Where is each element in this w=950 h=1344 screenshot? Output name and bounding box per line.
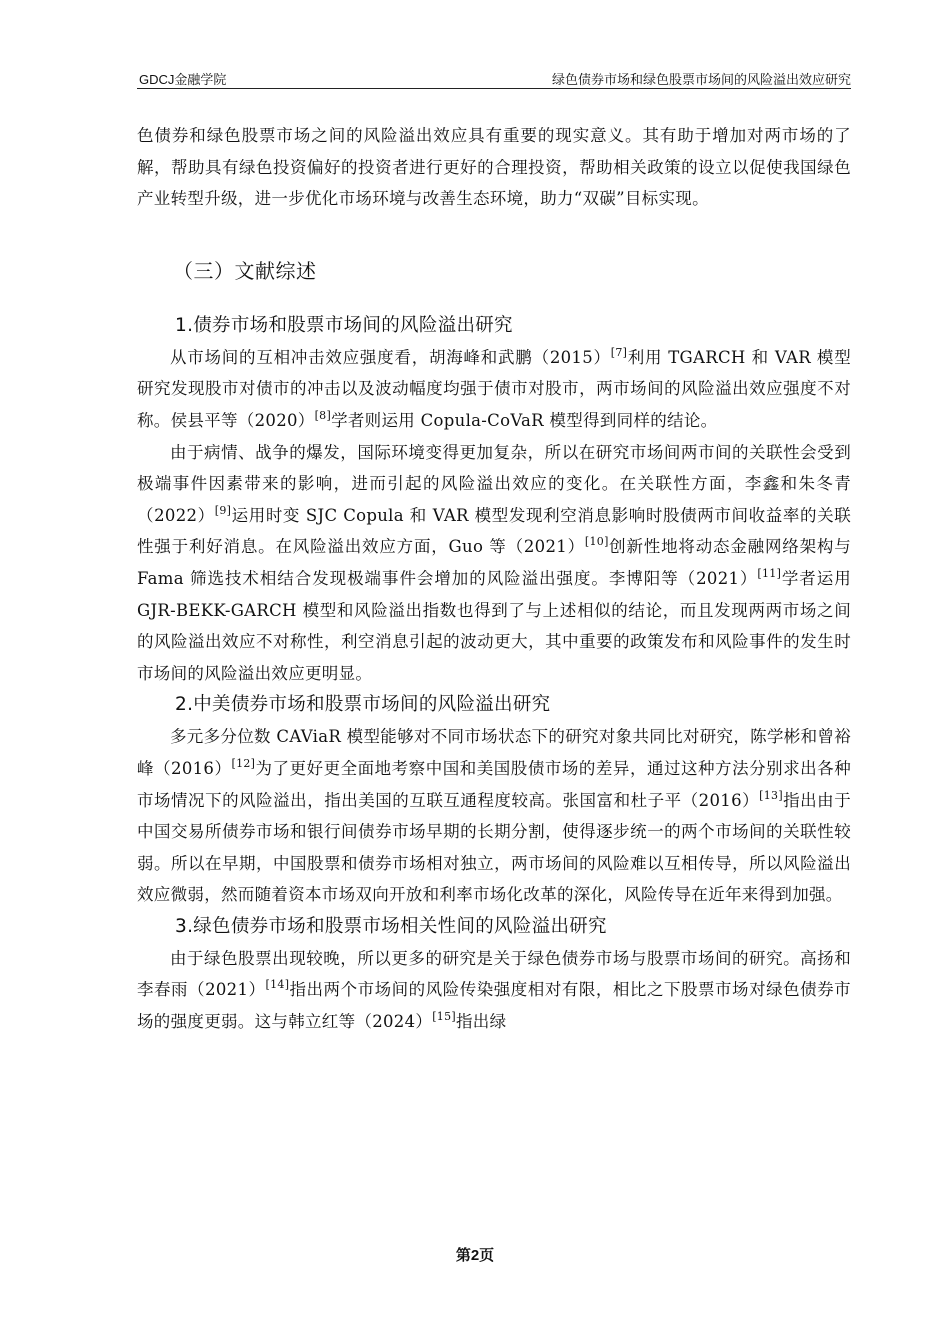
- paragraph-text: 利用 TGARCH 和 VAR 模型研究发现股市对债市的冲击以及波动幅度均强于债市对股市，两市场间的风险溢出效应强度不对称。侯县平等（2020）: [137, 347, 851, 430]
- body-paragraph: [137, 342, 851, 437]
- paragraph-text: 学者则运用 Copula-CoVaR 模型得到同样的结论。: [331, 410, 718, 430]
- paragraph-text: 从市场间的互相冲击效应强度看，胡海峰和武鹏（2015）: [170, 347, 611, 367]
- subsections-container: [137, 310, 851, 1038]
- citation-reference: [9]: [214, 503, 232, 517]
- paragraph-text: 运用时变 SJC Copula 和 VAR 模型发现利空消息影响时股债两市间收益率的关联性强于利好消息。在风险溢出效应方面，Guo 等（2021）: [137, 505, 851, 557]
- paragraph-text: 指出两个市场间的风险传染强度相对有限，相比之下股票市场对绿色债券市场的强度更弱。这与韩立红等（2024）: [137, 980, 851, 1032]
- citation-reference: [11]: [757, 566, 782, 580]
- citation-reference: [14]: [265, 978, 290, 992]
- header-document-title: 绿色债券市场和绿色股票市场间的风险溢出效应研究: [551, 72, 851, 87]
- subsection-title: 3.绿色债券市场和股票市场相关性间的风险溢出研究: [175, 915, 607, 937]
- paragraph-text: 学者运用 GJR-BEKK-GARCH 模型和风险溢出指数也得到了与上述相似的结论，而且发现两两市场之间的风险溢出效应不对称性，利空消息引起的波动更大，其中重要的政策发布和风险事件的发生时市场间的风险溢出效应更明显。: [137, 568, 851, 683]
- paragraph-text: 由于绿色股票出现较晚，所以更多的研究是关于绿色债券市场与股票市场间的研究。高扬和李春雨（2021）: [137, 948, 851, 1000]
- citation-reference: [13]: [759, 788, 783, 802]
- body-paragraph: [137, 437, 851, 690]
- page-header: [137, 68, 851, 89]
- paragraph-text: 指出绿: [455, 1012, 507, 1032]
- body-paragraph: [137, 943, 851, 1038]
- paragraph-text: 由于病情、战争的爆发，国际环境变得更加复杂，所以在研究市场间两市间的关联性会受到极端事件因素带来的影响，进而引起的风险溢出效应的变化。在关联性方面，李鑫和朱冬青（2022）: [137, 442, 851, 525]
- paragraph-text: 多元多分位数 CAViaR 模型能够对不同市场状态下的研究对象共同比对研究，陈学彬和曾裕峰（2016）: [137, 727, 851, 778]
- paragraph-text: 为了更好更全面地考察中国和美国股债市场的差异，通过这种方法分别求出各种市场情况下的风险溢出，指出美国的互联互通程度较高。张国富和杜子平（2016）: [137, 758, 852, 810]
- citation-reference: [7]: [610, 345, 628, 359]
- citation-reference: [10]: [584, 535, 609, 549]
- paragraph-text: 指出由于中国交易所债券市场和银行间债券市场早期的长期分割，使得逐步统一的两个市场间的关联性较弱。所以在早期，中国股票和债券市场相对独立，两市场间的风险难以互相传导，所以风险溢出效应微弱，然而随着资本市场双向开放和利率市场化改革的深化，风险传导在近年来得到加强。: [137, 790, 851, 905]
- citation-reference: [15]: [432, 1010, 456, 1024]
- subsection-title: 2.中美债券市场和股票市场间的风险溢出研究: [175, 694, 551, 716]
- section-title: （三）文献综述: [173, 258, 317, 283]
- intro-paragraph: 色债券和绿色股票市场之间的风险溢出效应具有重要的现实意义。其有助于增加对两市场的了解，帮助具有绿色投资偏好的投资者进行更好的合理投资，帮助相关政策的设立以促使我国绿色产业转型升级，进一步优化市场环境与改善生态环境，助力“双碳”目标实现。: [137, 126, 851, 209]
- subsection-title: 1.债券市场和股票市场间的风险溢出研究: [175, 314, 513, 336]
- paragraph-text: 创新性地将动态金融网络架构与 Fama 筛选技术相结合发现极端事件会增加的风险溢出强度。李博阳等（2021）: [137, 537, 851, 588]
- citation-reference: [12]: [231, 756, 256, 770]
- page-body: [137, 120, 851, 1038]
- header-institution: GDCJ金融学院: [139, 72, 227, 87]
- body-paragraph: [137, 721, 851, 911]
- citation-reference: [8]: [314, 408, 332, 422]
- page-number: 第2页: [455, 1247, 495, 1264]
